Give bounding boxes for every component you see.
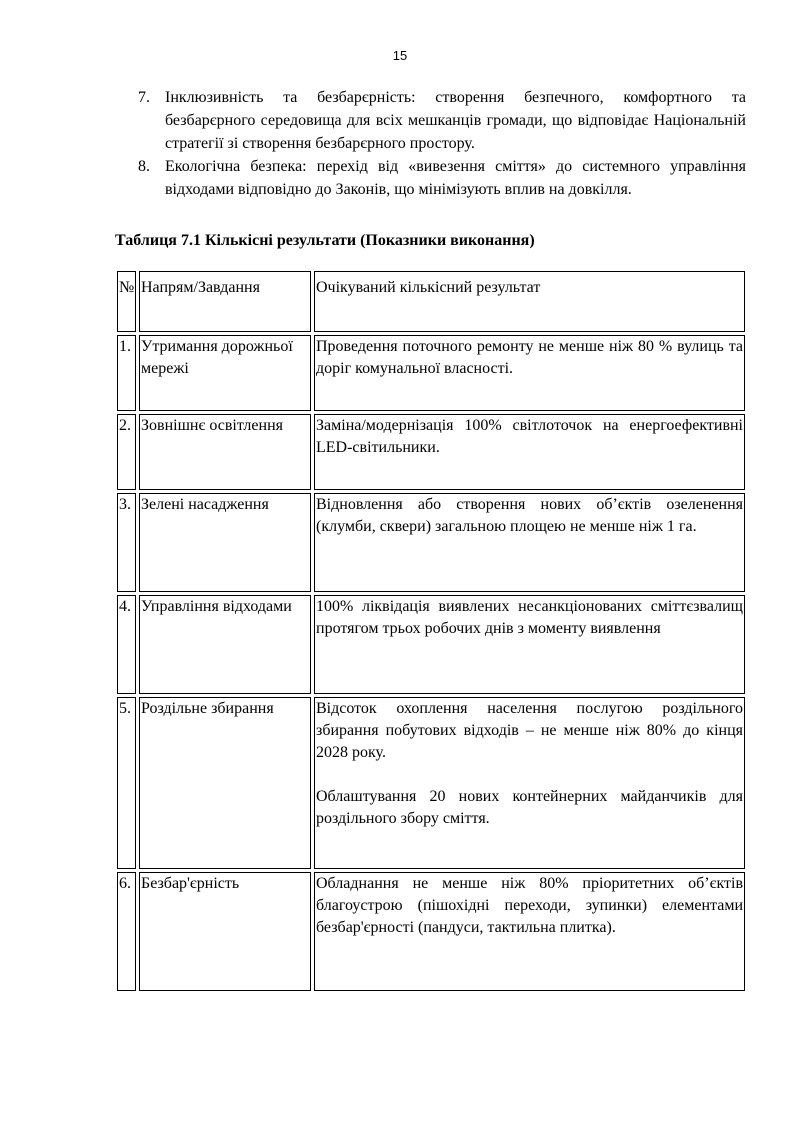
table-row	[117, 493, 745, 592]
result-text: Відновлення або створення нових об’єктів озеленення (клумби, сквери) загальною площею не менше ніж 1 га.	[316, 496, 743, 535]
result-text: Облаштування 20 нових контейнерних майданчиків для роздільного збору сміття.	[316, 788, 743, 827]
header-number: №	[117, 271, 136, 332]
list-item-text: Екологічна безпека: перехід від «вивезення сміття» до системного управління відходами відповідно до Законів, що мінімізують вплив на довкілля.	[165, 158, 746, 198]
page-number: 15	[392, 48, 408, 63]
table-row	[117, 697, 745, 869]
row-direction: Управління відходами	[139, 595, 311, 694]
header-direction: Напрям/Завдання	[139, 271, 311, 332]
result-text: Заміна/модернізація 100% світлоточок на енергоефективні LED-світильники.	[316, 417, 743, 456]
row-result	[314, 335, 745, 411]
row-number: 3.	[117, 493, 136, 592]
list-item-number: 8.	[138, 158, 150, 175]
row-direction: Утримання дорожньої мережі	[139, 335, 311, 411]
row-number: 4.	[117, 595, 136, 694]
table-row	[117, 414, 745, 490]
row-result	[314, 493, 745, 592]
row-number: 5.	[117, 697, 136, 869]
row-result	[314, 414, 745, 490]
row-direction: Зелені насадження	[139, 493, 311, 592]
row-direction: Зовнішнє освітлення	[139, 414, 311, 490]
table-caption: Таблиця 7.1 Кількісні результати (Показники виконання)	[115, 232, 535, 249]
list-item	[138, 155, 746, 201]
list-item-text: Інклюзивність та безбарєрність: створення безпечного, комфортного та безбарєрного середовища для всіх мешканців громади, що відповідає Національній стратегії зі створення безбарєрного простору.	[165, 89, 746, 152]
row-result	[314, 595, 745, 694]
table-row	[117, 335, 745, 411]
row-number: 6.	[117, 872, 136, 991]
table-row	[117, 595, 745, 694]
row-number: 2.	[117, 414, 136, 490]
list-item	[138, 86, 746, 155]
results-table	[114, 268, 748, 994]
row-direction: Роздільне збирання	[139, 697, 311, 869]
result-text: Обладнання не менше ніж 80% пріоритетних об’єктів благоустрою (пішохідні переходи, зупинки) елементами безбар'єрності (пандуси, тактильна плитка).	[316, 875, 743, 936]
numbered-list	[138, 86, 746, 201]
table-row	[117, 872, 745, 991]
result-text: 100% ліквідація виявлених несанкціонованих сміттєзвалищ протягом трьох робочих днів з моменту виявлення	[316, 598, 743, 637]
row-result	[314, 872, 745, 991]
result-text: Відсоток охоплення населення послугою роздільного збирання побутових відходів – не менше ніж 80% до кінця 2028 року.	[316, 700, 743, 761]
row-number: 1.	[117, 335, 136, 411]
result-text: Проведення поточного ремонту не менше ніж 80 % вулиць та доріг комунальної власності.	[316, 338, 743, 377]
row-direction: Безбар'єрність	[139, 872, 311, 991]
row-result	[314, 697, 745, 869]
table-header-row	[117, 271, 745, 332]
list-item-number: 7.	[138, 89, 150, 106]
header-result: Очікуваний кількісний результат	[314, 271, 745, 332]
